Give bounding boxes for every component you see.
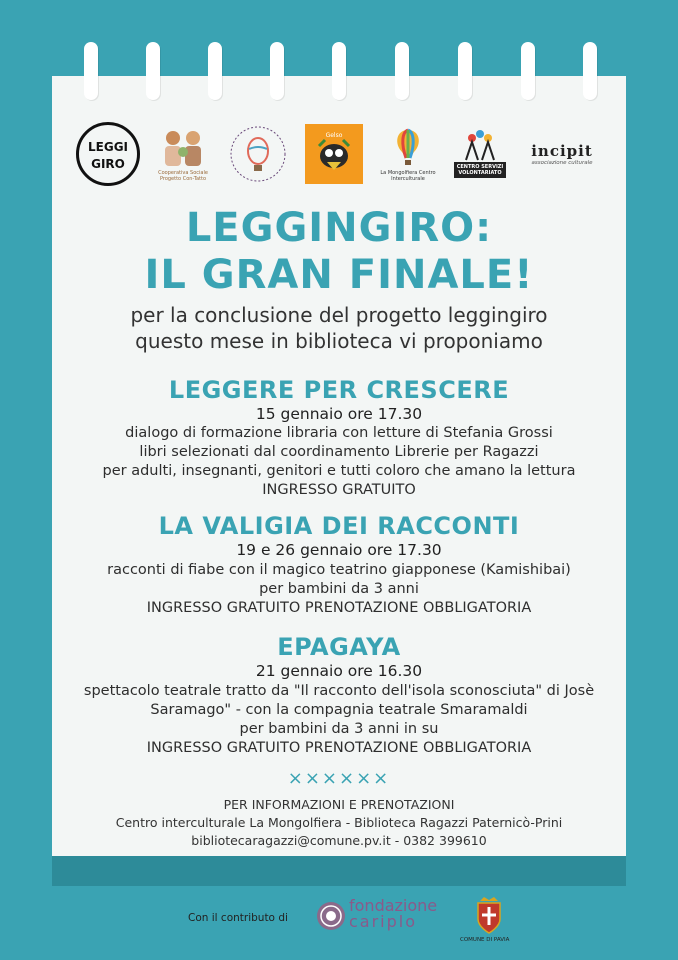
info-contact: bibliotecaragazzi@comune.pv.it - 0382 399610 [191, 833, 487, 848]
footer [0, 895, 678, 955]
intro-line1: per la conclusione del progetto leggingiro [130, 303, 548, 327]
event-line: INGRESSO GRATUITO PRENOTAZIONE OBBLIGATORIA [146, 600, 532, 616]
page-title-line2: IL GRAN FINALE! [144, 252, 534, 298]
ristorante-logo [305, 124, 363, 184]
contributo-label: Con il contributo di [188, 912, 288, 924]
svg-text:GIRO: GIRO [91, 157, 125, 171]
ring-icon [332, 42, 346, 100]
ring-icon [521, 42, 535, 100]
event-line: per bambini da 3 anni in su [239, 721, 439, 737]
comune-label: COMUNE DI PAVIA [460, 937, 510, 943]
incipit-logo: incipit associazione culturale [531, 142, 593, 166]
ring-icon [270, 42, 284, 100]
leggi-in-giro-logo [76, 122, 140, 186]
associazione-logo [226, 122, 290, 186]
fondazione-label: fondazione [349, 896, 438, 915]
event-line: INGRESSO GRATUITO PRENOTAZIONE OBBLIGATORIA [146, 740, 532, 756]
ring-icon [458, 42, 472, 100]
info-line: Centro interculturale La Mongolfiera - Biblioteca Ragazzi Paternicò-Prini [115, 815, 563, 830]
cariplo-label: cariplo [349, 912, 418, 931]
ring-icon [583, 42, 597, 100]
event-date: 19 e 26 gennaio ore 17.30 [236, 541, 442, 559]
event-date: 15 gennaio ore 17.30 [255, 405, 423, 423]
event-line: per bambini da 3 anni [259, 581, 419, 597]
event-line: dialogo di formazione libraria con letture di Stefania Grossi [125, 425, 553, 441]
event-line: INGRESSO GRATUITO [262, 482, 416, 498]
event-line: racconti di fiabe con il magico teatrino giapponese (Kamishibai) [107, 562, 571, 578]
ring-icon [84, 42, 98, 100]
event-date: 21 gennaio ore 16.30 [255, 662, 423, 680]
ring-icon [146, 42, 160, 100]
mongolfiera-logo: La Mongolfiera Centro Interculturale [378, 123, 438, 185]
volontariato-logo: CENTRO SERVIZI VOLONTARIATO [453, 124, 507, 184]
event-title: LEGGERE PER CRESCERE [168, 376, 510, 404]
info-heading: PER INFORMAZIONI E PRENOTAZIONI [223, 797, 455, 812]
svg-text:Gelso: Gelso [325, 132, 343, 139]
intro-line2: questo mese in biblioteca vi proponiamo [135, 329, 543, 353]
cariplo-emblem-icon [316, 901, 346, 931]
partner-logos [62, 118, 616, 190]
comune-crest-icon [472, 895, 506, 935]
event-line: libri selezionati dal coordinamento Librerie per Ragazzi [139, 444, 539, 460]
event-title: LA VALIGIA DEI RACCONTI [158, 512, 520, 540]
event-line: Saramago" - con la compagnia teatrale Smaramaldi [150, 702, 528, 718]
cooperativa-logo: Cooperativa Sociale Progetto Con-Tatto [155, 123, 211, 185]
page-title-line1: LEGGINGIRO: [185, 205, 493, 251]
event-line: spettacolo teatrale tratto da "Il racconto dell'isola sconosciuta" di Josè [83, 683, 595, 699]
svg-text:LEGGI: LEGGI [88, 140, 128, 154]
event-line: per adulti, insegnanti, genitori e tutti coloro che amano la lettura [102, 463, 576, 479]
separator: ×××××× [287, 768, 391, 789]
ring-icon [208, 42, 222, 100]
event-title: EPAGAYA [277, 633, 401, 661]
ring-icon [395, 42, 409, 100]
paper-shadow [52, 856, 626, 886]
